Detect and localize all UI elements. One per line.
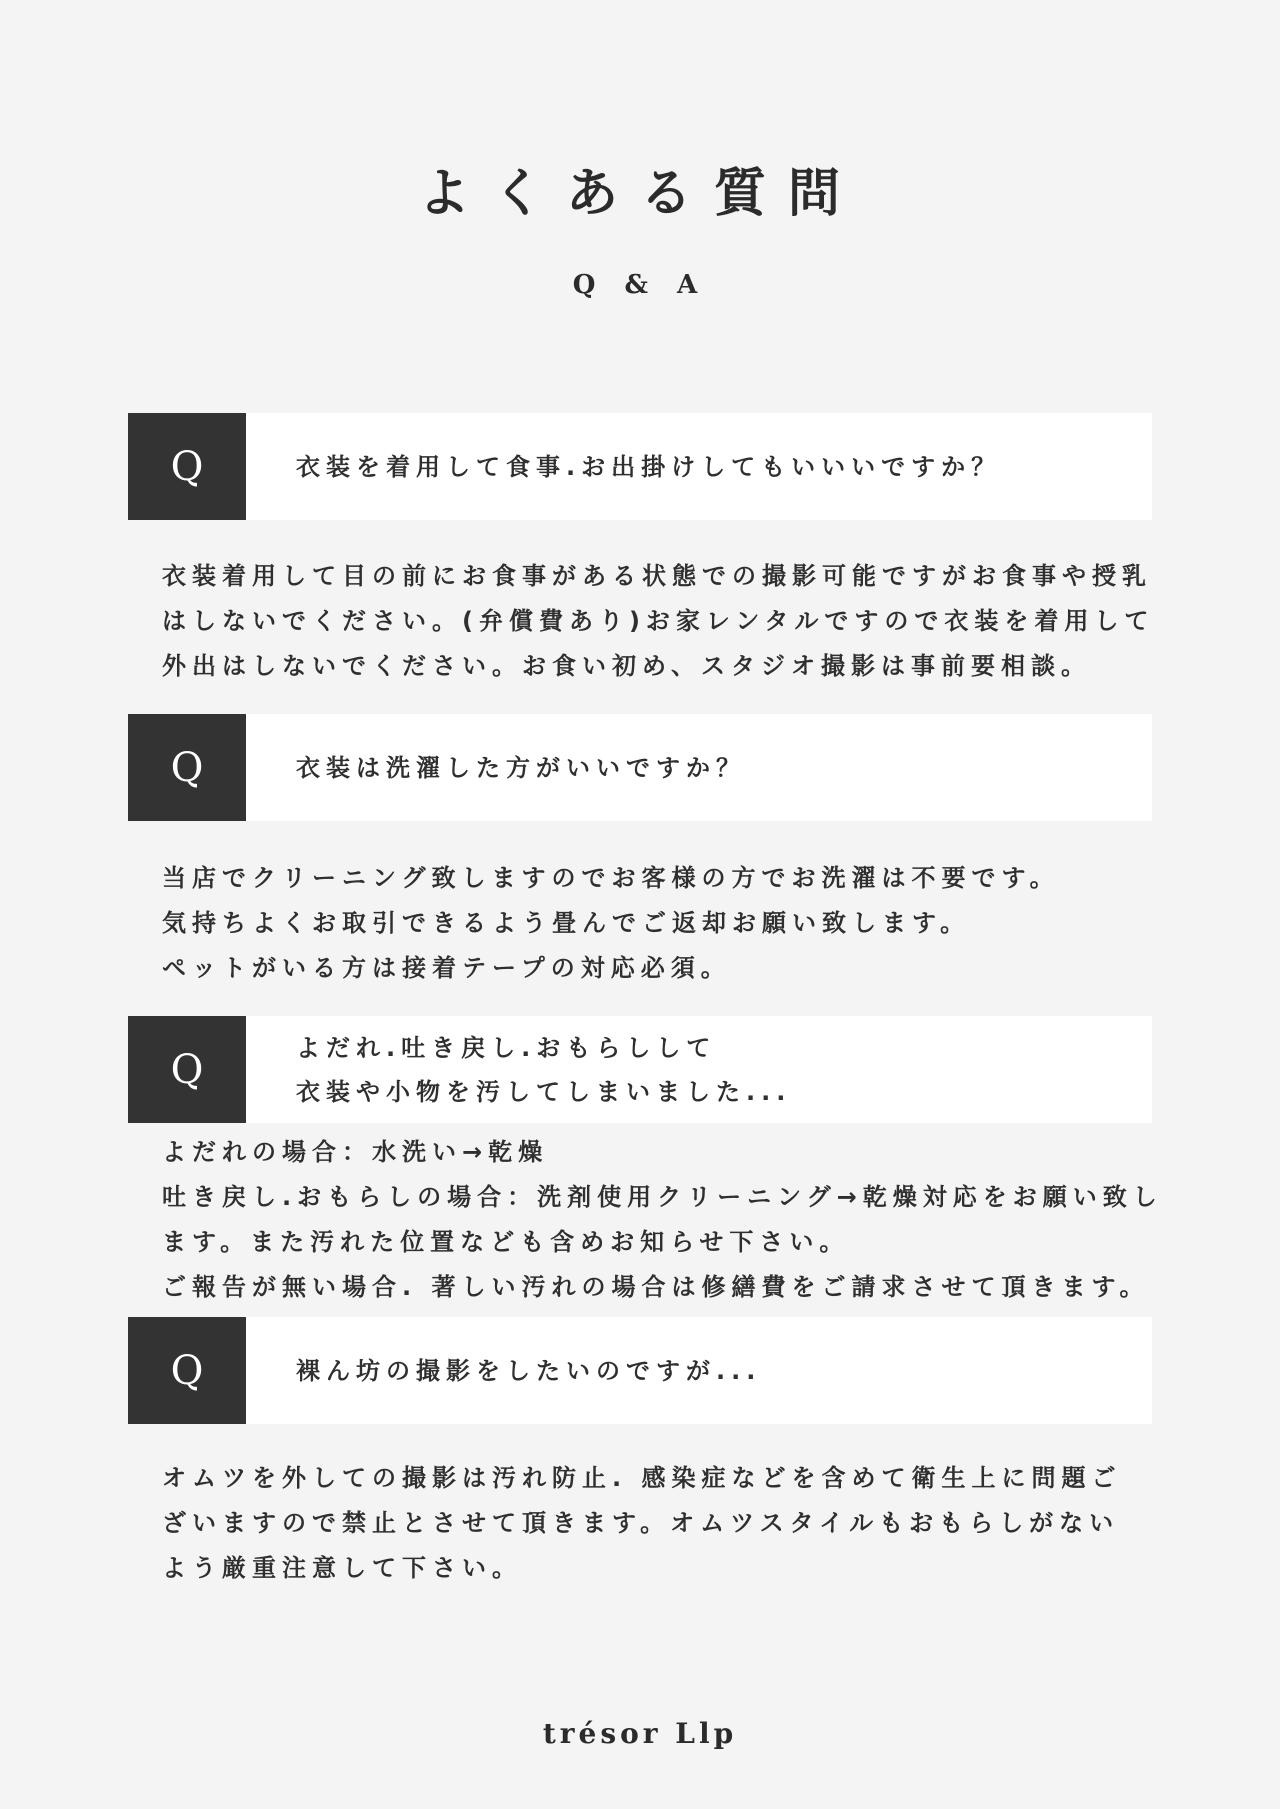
faq-question-1 (128, 413, 1152, 520)
q-badge: Q (128, 1317, 246, 1424)
answer-line: ご報告が無い場合. 著しい汚れの場合は修繕費をご請求させて頂きます。 (162, 1273, 1150, 1301)
q-badge: Q (128, 413, 246, 520)
question-bar (128, 1317, 1152, 1424)
answer-line: 衣装着用して目の前にお食事がある状態での撮影可能ですがお食事や授乳 (162, 562, 1152, 590)
answer-line: ざいますので禁止とさせて頂きます。オムツスタイルもおもらしがない (162, 1509, 1120, 1537)
question-bar (128, 413, 1152, 520)
footer-brand: trésor Llp (542, 1717, 738, 1750)
q-badge: Q (128, 1016, 246, 1123)
faq-answer-3 (162, 1130, 1252, 1310)
faq-answer-4 (162, 1456, 1252, 1591)
question-bar (128, 714, 1152, 821)
question-text: 衣装を着用して食事.お出掛けしてもいいいですか？ (296, 452, 1002, 481)
faq-question-2 (128, 714, 1152, 821)
faq-answer-1 (162, 554, 1252, 689)
question-text: 衣装は洗濯した方がいいですか？ (296, 753, 746, 782)
answer-line: 当店でクリーニング致しますのでお客様の方でお洗濯は不要です。 (162, 864, 1060, 892)
page-subtitle: Q & A (572, 270, 708, 300)
answer-line: よう厳重注意して下さい。 (162, 1554, 522, 1582)
question-text: 裸ん坊の撮影をしたいのですが... (296, 1356, 762, 1385)
faq-answer-2 (162, 856, 1252, 991)
answer-line: 吐き戻し.おもらしの場合：洗剤使用クリーニング→乾燥対応をお願い致し (162, 1183, 1163, 1211)
question-bar (128, 1016, 1152, 1123)
faq-question-4 (128, 1317, 1152, 1424)
page-title: よくある質問 (417, 163, 862, 224)
question-text: よだれ.吐き戻し.おもらしして 衣装や小物を汚してしまいました... (296, 1033, 792, 1106)
answer-line: オムツを外しての撮影は汚れ防止. 感染症などを含めて衛生上に問題ご (162, 1464, 1122, 1492)
faq-question-3 (128, 1016, 1152, 1123)
answer-line: ます。また汚れた位置なども含めお知らせ下さい。 (162, 1228, 850, 1256)
answer-line: 外出はしないでください。お食い初め、スタジオ撮影は事前要相談。 (162, 652, 1092, 680)
answer-line: 気持ちよくお取引できるよう畳んでご返却お願い致します。 (162, 909, 971, 937)
answer-line: ペットがいる方は接着テープの対応必須。 (162, 954, 731, 982)
answer-line: よだれの場合：水洗い→乾燥 (162, 1138, 549, 1166)
q-badge: Q (128, 714, 246, 821)
answer-line: はしないでください。(弁償費あり)お家レンタルですので衣装を着用して (162, 607, 1155, 635)
